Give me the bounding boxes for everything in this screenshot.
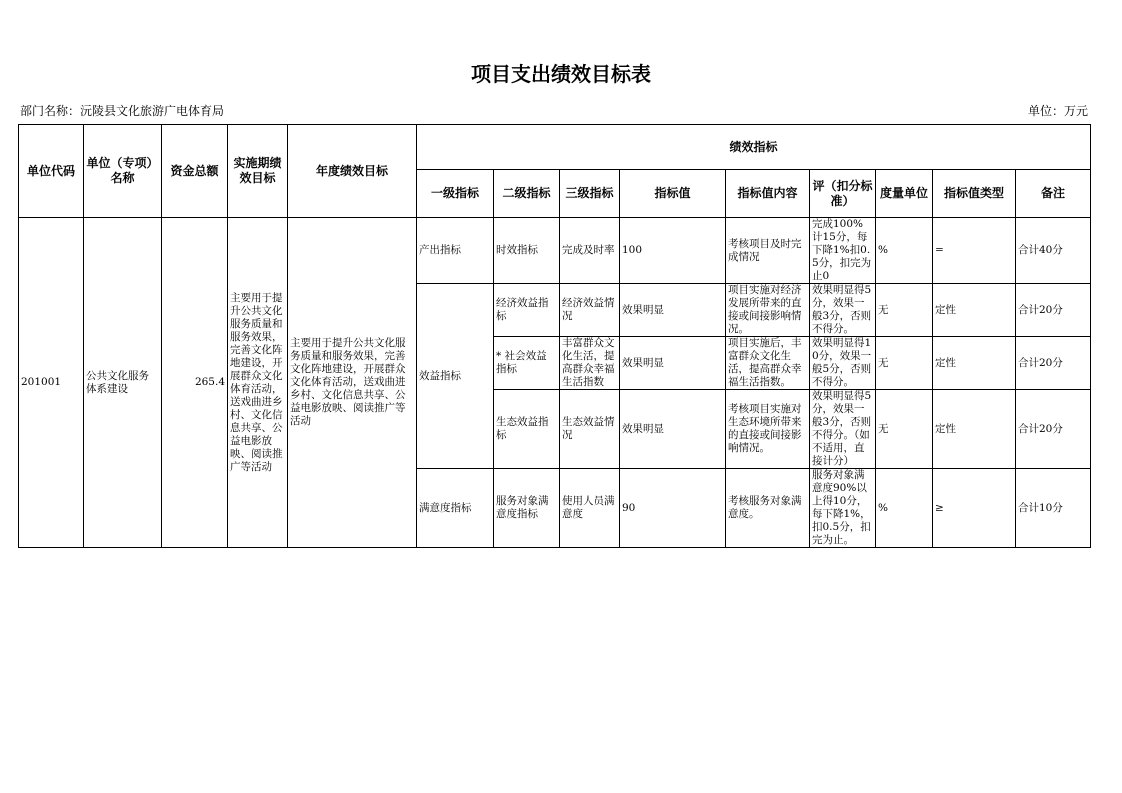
level2-cell: 经济效益指标: [494, 284, 560, 337]
project-funds: 265.4: [162, 218, 228, 548]
header-unit-code: 单位代码: [19, 125, 84, 218]
unit-label: 单位：万元: [1027, 104, 1088, 118]
unit-cell: %: [876, 469, 933, 548]
type-cell: =: [933, 218, 1016, 284]
type-cell: 定性: [933, 337, 1016, 390]
page-title: 项目支出绩效目标表: [471, 62, 651, 86]
project-annual-goal: 主要用于提升公共文化服务质量和服务效果，完善文化阵地建设，开展群众文化体育活动，送戏曲进乡村、文化信息共享、公益电影放映、阅读推广等活动: [288, 218, 417, 548]
remark-cell: 合计10分: [1016, 469, 1091, 548]
header-level3: 三级指标: [560, 170, 620, 218]
value-cell: 效果明显: [620, 390, 726, 469]
header-period-goal: 实施期绩效目标: [228, 125, 288, 218]
scoring-cell: 服务对象满意度90%以上得10分，每下降1%，扣0.5分，扣完为止。: [810, 469, 876, 548]
level3-cell: 丰富群众文化生活，提高群众幸福生活指数: [560, 337, 620, 390]
scoring-cell: 效果明显得5分，效果一般3分，否则不得分。（如不适用，直接计分）: [810, 390, 876, 469]
content-cell: 考核项目实施对生态环境所带来的直接或间接影响情况。: [726, 390, 810, 469]
value-cell: 90: [620, 469, 726, 548]
header-total-funds: 资金总额: [162, 125, 228, 218]
content-cell: 项目实施对经济发展所带来的直接或间接影响情况。: [726, 284, 810, 337]
level2-cell: 服务对象满意度指标: [494, 469, 560, 548]
header-level2: 二级指标: [494, 170, 560, 218]
level3-cell: 经济效益情况: [560, 284, 620, 337]
content-cell: 项目实施后，丰富群众文化生活，提高群众幸福生活指数。: [726, 337, 810, 390]
project-period-goal: 主要用于提升公共文化服务质量和服务效果，完善文化阵地建设，开展群众文化体育活动，送戏曲进乡村、文化信息共享、公益电影放映、阅读推广等活动: [228, 218, 288, 548]
unit-cell: 无: [876, 337, 933, 390]
header-annual-goal: 年度绩效目标: [288, 125, 417, 218]
content-cell: 考核项目及时完成情况: [726, 218, 810, 284]
header-indicator-content: 指标值内容: [726, 170, 810, 218]
type-cell: ≥: [933, 469, 1016, 548]
department-label: 部门名称：沅陵县文化旅游广电体育局: [20, 104, 225, 118]
value-cell: 100: [620, 218, 726, 284]
header-unit-name: 单位（专项）名称: [84, 125, 162, 218]
scoring-cell: 完成100%计15分，每下降1%扣0.5分，扣完为止0: [810, 218, 876, 284]
level2-cell: 生态效益指标: [494, 390, 560, 469]
unit-cell: 无: [876, 284, 933, 337]
unit-cell: %: [876, 218, 933, 284]
level3-cell: 生态效益情况: [560, 390, 620, 469]
level2-cell: 时效指标: [494, 218, 560, 284]
content-cell: 考核服务对象满意度。: [726, 469, 810, 548]
level3-cell: 完成及时率: [560, 218, 620, 284]
header-scoring: 评（扣分标准）: [810, 170, 876, 218]
header-level1: 一级指标: [417, 170, 494, 218]
header-value-type: 指标值类型: [933, 170, 1016, 218]
level2-cell: * 社会效益指标: [494, 337, 560, 390]
project-code: 201001: [19, 218, 84, 548]
remark-cell: 合计20分: [1016, 284, 1091, 337]
level3-cell: 使用人员满意度: [560, 469, 620, 548]
header-remarks: 备注: [1016, 170, 1091, 218]
remark-cell: 合计40分: [1016, 218, 1091, 284]
header-measure-unit: 度量单位: [876, 170, 933, 218]
performance-table: [18, 124, 1091, 548]
header-indicator-value: 指标值: [620, 170, 726, 218]
header-performance-indicators: 绩效指标: [417, 125, 1091, 170]
project-name: 公共文化服务体系建设: [84, 218, 162, 548]
level1-cell: 满意度指标: [417, 469, 494, 548]
type-cell: 定性: [933, 284, 1016, 337]
type-cell: 定性: [933, 390, 1016, 469]
remark-cell: 合计20分: [1016, 337, 1091, 390]
table-row: [19, 218, 1091, 284]
value-cell: 效果明显: [620, 337, 726, 390]
scoring-cell: 效果明显得10分，效果一般5分，否则不得分。: [810, 337, 876, 390]
remark-cell: 合计20分: [1016, 390, 1091, 469]
level1-cell: 产出指标: [417, 218, 494, 284]
scoring-cell: 效果明显得5分，效果一般3分，否则不得分。: [810, 284, 876, 337]
unit-cell: 无: [876, 390, 933, 469]
value-cell: 效果明显: [620, 284, 726, 337]
level1-cell: 效益指标: [417, 284, 494, 469]
